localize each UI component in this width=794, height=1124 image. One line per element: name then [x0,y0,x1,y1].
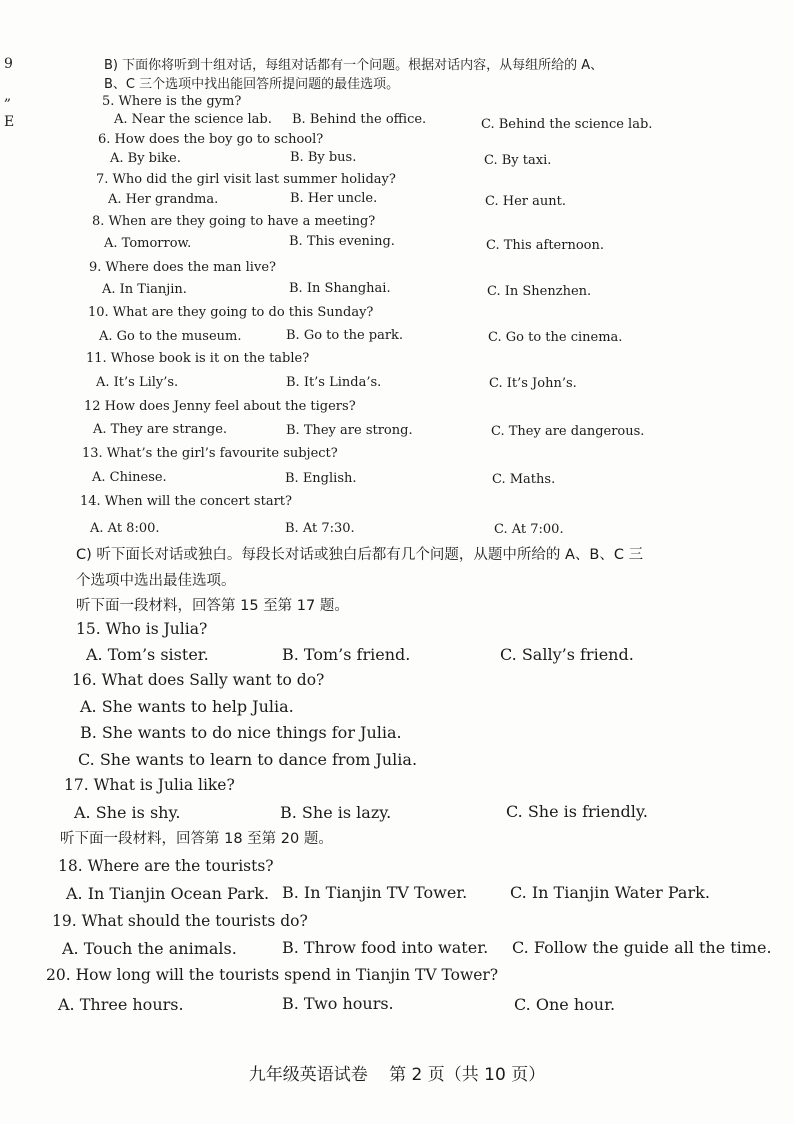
option-b: B. Tom’s friend. [282,645,411,664]
option-a: A. By bike. [110,151,181,166]
section-c-instruction-line1: C) 听下面长对话或独白。每段长对话或独白后都有几个问题，从题中所给的 A、B、C 三 [76,547,644,563]
option-a: A. Tom’s sister. [86,645,209,664]
option-a: A. Near the science lab. [114,112,272,127]
option-a: A. Three hours. [58,995,184,1014]
option-b: B. She is lazy. [280,803,392,822]
question-text: 20. How long will the tourists spend in Tianjin TV Tower? [46,966,499,984]
option-b: B. Go to the park. [286,328,404,343]
section-c-instruction-line2: 个选项中选出最佳选项。 [76,573,236,589]
question-text: 14. When will the concert start? [80,494,292,509]
option-c: C. In Shenzhen. [487,284,592,299]
margin-mark: 9 [4,56,13,72]
option-a: A. Tomorrow. [104,236,192,251]
option-b: B. This evening. [289,234,395,249]
margin-mark: „ [4,88,12,104]
option-c: C. By taxi. [484,153,552,168]
option-c: C. She is friendly. [506,802,648,821]
option-b: B. Throw food into water. [282,938,489,957]
option-b: B. In Tianjin TV Tower. [282,883,468,902]
option-c: C. Follow the guide all the time. [512,938,772,957]
footer-page-number: 第 2 页（共 10 页） [389,1065,546,1085]
question-text: 19. What should the tourists do? [52,912,308,930]
footer-title: 九年级英语试卷 [248,1065,368,1085]
question-text: 7. Who did the girl visit last summer holiday? [96,172,396,187]
option-a: A. She wants to help Julia. [80,697,294,716]
question-text: 17. What is Julia like? [64,776,235,794]
option-a: A. In Tianjin. [102,282,187,297]
question-text: 18. Where are the tourists? [58,857,274,875]
option-c: C. In Tianjin Water Park. [510,883,710,902]
question-text: 8. When are they going to have a meeting? [92,214,376,229]
option-c: C. They are dangerous. [491,424,645,439]
option-b: B. In Shanghai. [289,281,391,296]
option-c: C. This afternoon. [486,238,604,253]
option-c: C. Sally’s friend. [500,645,634,664]
question-text: 11. Whose book is it on the table? [86,351,310,366]
question-text: 13. What’s the girl’s favourite subject? [82,446,338,461]
question-text: 12 How does Jenny feel about the tigers? [84,399,356,414]
option-b: B. Two hours. [282,994,394,1013]
option-b: B. They are strong. [286,423,413,438]
option-a: A. It’s Lily’s. [96,375,179,390]
option-a: A. Touch the animals. [62,939,237,958]
option-a: A. She is shy. [74,803,181,822]
option-a: A. Go to the museum. [99,329,242,344]
option-b: B. Her uncle. [290,191,378,206]
group-instruction: 听下面一段材料，回答第 15 至第 17 题。 [76,598,349,614]
option-a: A. Chinese. [92,470,167,485]
question-text: 10. What are they going to do this Sunday? [88,305,374,320]
option-b: B. By bus. [290,150,357,165]
option-a: A. At 8:00. [90,521,160,536]
section-b-instruction-line2: B、C 三个选项中找出能回答所提问题的最佳选项。 [104,77,400,92]
question-text: 16. What does Sally want to do? [72,671,325,689]
option-b: B. At 7:30. [285,521,355,536]
page-footer [0,1060,794,1085]
option-c: C. At 7:00. [494,522,564,537]
option-b: B. English. [285,471,357,486]
option-c: C. Behind the science lab. [481,117,653,132]
option-a: A. Her grandma. [108,192,219,207]
option-c: C. Go to the cinema. [488,330,623,345]
option-c: C. One hour. [514,995,616,1014]
question-text: 15. Who is Julia? [76,620,208,638]
question-text: 6. How does the boy go to school? [98,132,324,147]
question-text: 9. Where does the man live? [89,260,276,275]
option-c: C. Maths. [492,472,556,487]
option-c: C. It’s John’s. [489,376,577,391]
option-b: B. Behind the office. [292,112,427,127]
question-text: 5. Where is the gym? [102,94,242,109]
option-c: C. Her aunt. [485,194,566,209]
margin-mark: E [4,114,15,130]
section-b-instruction-line1: B) 下面你将听到十组对话，每组对话都有一个问题。根据对话内容，从每组所给的 A、 [104,58,604,73]
option-c: C. She wants to learn to dance from Julia. [78,750,418,769]
option-a: A. They are strange. [93,422,228,437]
group-instruction: 听下面一段材料，回答第 18 至第 20 题。 [60,831,333,847]
option-b: B. She wants to do nice things for Julia. [80,723,402,742]
option-b: B. It’s Linda’s. [286,375,382,390]
option-a: A. In Tianjin Ocean Park. [66,884,270,903]
